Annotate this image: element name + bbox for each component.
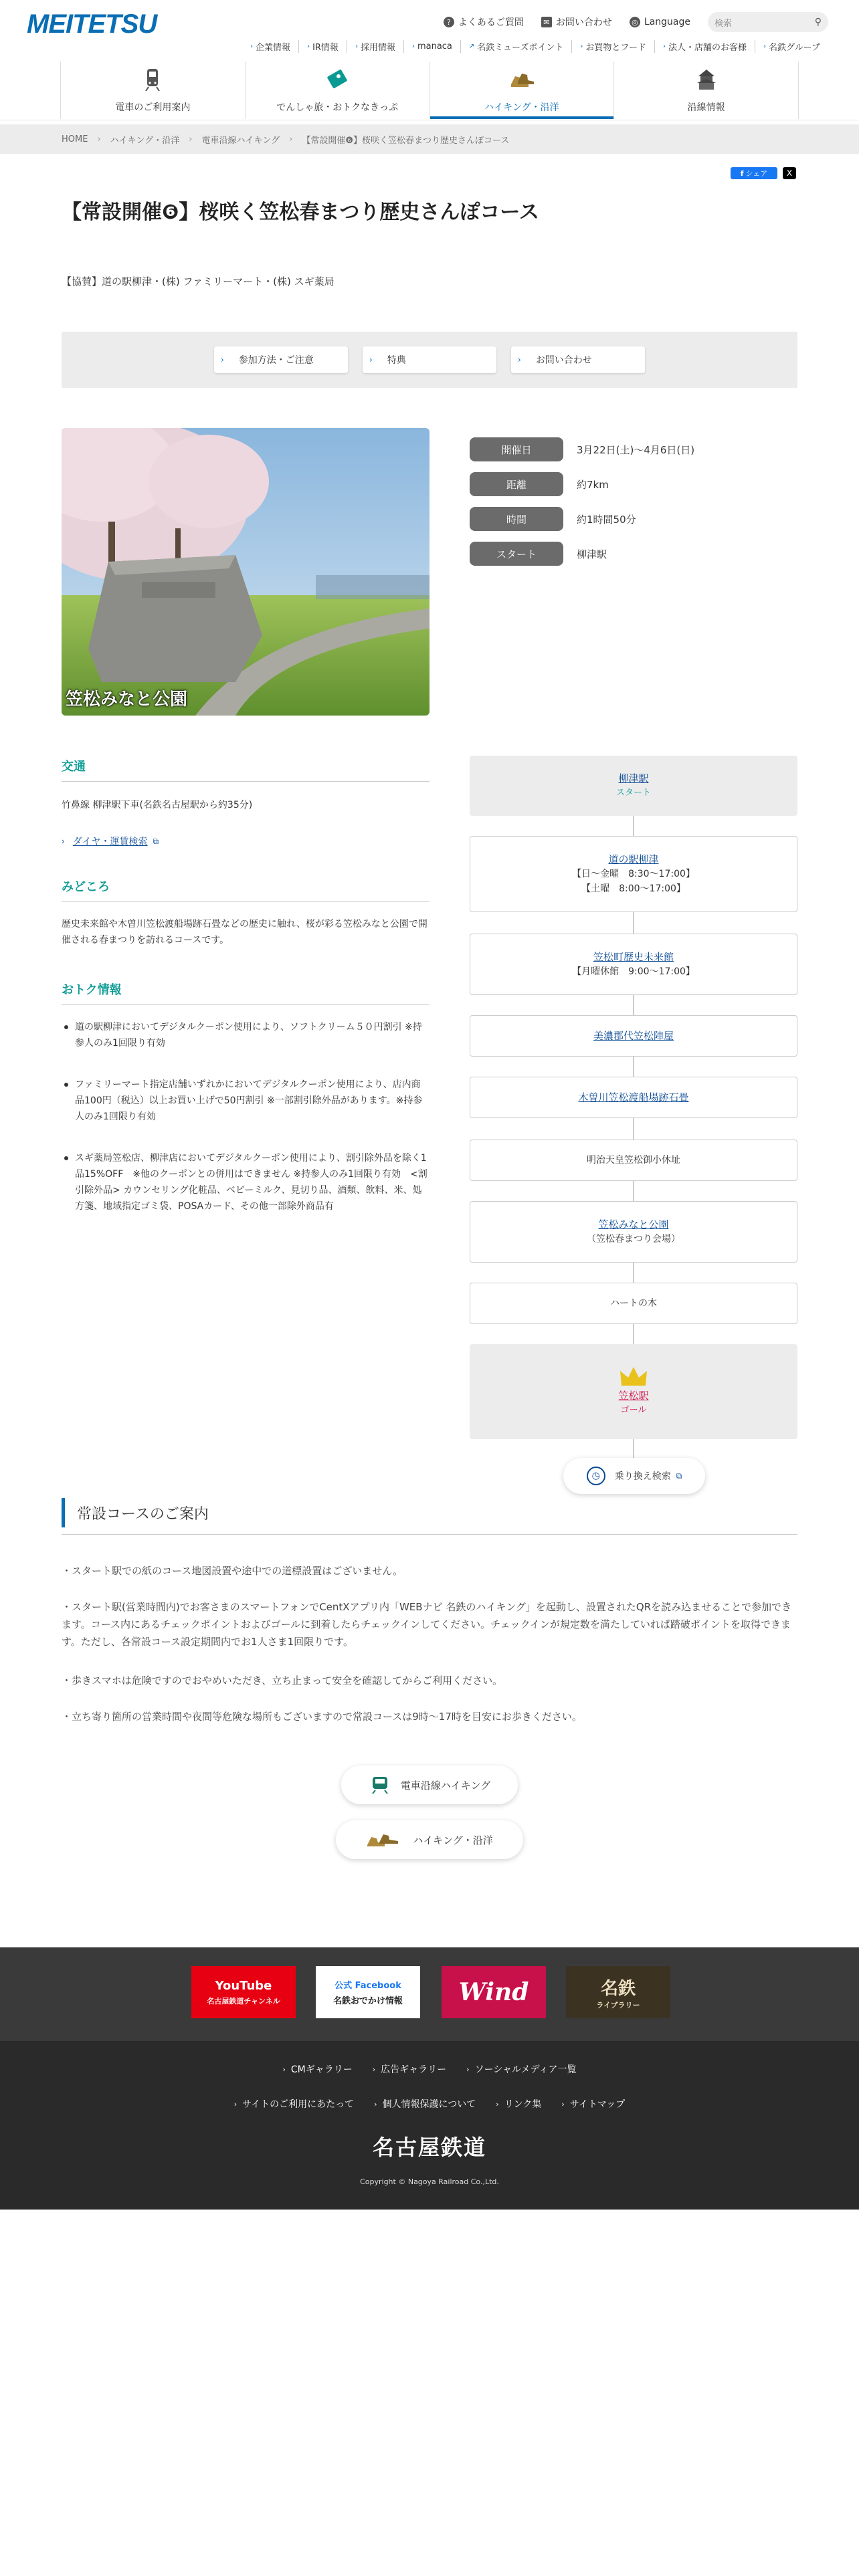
external-link-icon: ⧉ <box>676 1471 682 1481</box>
info-row-time: 時間 約1時間50分 <box>470 507 694 531</box>
share-buttons <box>731 167 796 179</box>
park-photo-image <box>62 428 430 716</box>
footer-links-row <box>0 2097 859 2111</box>
anchor-nav <box>62 332 797 388</box>
external-link-icon: ↗ <box>468 43 475 50</box>
train-hiking-button[interactable]: 電車沿線ハイキング <box>341 1765 518 1804</box>
footer-link[interactable]: › 個人情報保護について <box>374 2099 476 2110</box>
route-start: 柳津駅 スタート <box>470 756 797 816</box>
route-stop: 笠松町歴史未来館 【月曜休館 9:00〜17:00】 <box>470 934 797 995</box>
access-text: 竹鼻線 柳津駅下車(名鉄名古屋駅から約35分) <box>62 800 253 811</box>
x-share-button[interactable] <box>783 167 796 179</box>
subnav-item[interactable]: › 企業情報 <box>250 43 291 53</box>
utility-nav <box>426 12 828 32</box>
footer-link[interactable]: › ソーシャルメディア一覧 <box>466 2064 577 2075</box>
chevron-right-icon: › <box>233 2099 237 2109</box>
chevron-right-icon: › <box>374 2099 377 2109</box>
copyright: Copyright © Nagoya Railroad Co.,Ltd. <box>360 2177 499 2186</box>
regular-course-paragraph: ・スタート駅での紙のコース地図設置や途中での道標設置はございません。 <box>62 1565 403 1577</box>
external-link-icon: ⧉ <box>153 836 159 846</box>
route-stop: 明治天皇笠松御小休址 <box>470 1140 797 1181</box>
highlights-heading: みどころ <box>62 877 430 902</box>
chevron-right-icon: › <box>289 134 293 144</box>
breadcrumb-train-hiking[interactable]: 電車沿線ハイキング <box>201 135 280 146</box>
youtube-banner[interactable]: YouTube 名古屋鉄道チャンネル <box>191 1966 296 2018</box>
chevron-right-icon: › <box>763 43 767 50</box>
info-row-date: 開催日 3月22日(土)〜4月6日(日) <box>470 437 694 461</box>
chevron-right-icon: › <box>189 134 193 144</box>
contact-link[interactable]: ✉ お問い合わせ <box>541 15 612 29</box>
facebook-icon: f <box>740 169 744 178</box>
info-row-start: スタート 柳津駅 <box>470 542 694 566</box>
route-stop: 道の駅柳津 【日〜金曜 8:30〜17:00】 【土曜 8:00〜17:00】 <box>470 836 797 912</box>
chevron-right-icon: › <box>411 43 415 50</box>
deal-item: ファミリーマート指定店舗いずれかにおいてデジタルクーポン使用により、店内商品100円（税込）以上お買い上げで50円割引 ※一部割引除外品があります。※持参人のみ1回限り有効 <box>62 1077 430 1125</box>
train-hiking-icon <box>369 1776 391 1794</box>
main-nav <box>60 62 799 119</box>
subnav-item[interactable]: › 採用情報 <box>347 40 403 53</box>
chevron-right-icon: › <box>369 355 373 364</box>
deal-item: スギ薬局笠松店、柳津店においてデジタルクーポン使用により、割引除外品を除く1品15%OFF ※他のクーポンとの併用はできません ※持参人のみ1回限り有効 <割引除外品> カウンセリング化粧品、ベビーミルク、見切り品、酒類、飲料、米、処方箋、地域指定ゴミ袋、POSAカード、その他一部除外商品有 <box>62 1150 430 1214</box>
meitetsu-logo[interactable]: MEITETSU <box>27 9 157 39</box>
route-stop: 笠松みなと公園 （笠松春まつり会場） <box>470 1201 797 1263</box>
subnav-item[interactable]: › 名鉄グループ <box>755 40 828 53</box>
footer-links-row <box>0 2062 859 2076</box>
x-icon: X <box>786 169 793 178</box>
site-header <box>0 0 859 120</box>
course-info <box>470 437 694 576</box>
mainnav-hiking[interactable]: ハイキング・沿洋 <box>430 62 614 119</box>
chevron-right-icon: › <box>518 355 521 364</box>
anchor-participation[interactable]: › 参加方法・ご注意 <box>214 346 348 373</box>
timetable-fare-link[interactable]: › ダイヤ・運賃検索 ⧉ <box>62 836 159 847</box>
regular-course-paragraph: ・歩きスマホは危険ですのでおやめいただき、立ち止まって安全を確認してからご利用ください。 <box>62 1675 503 1687</box>
chevron-right-icon: › <box>466 2064 470 2074</box>
chevron-right-icon: › <box>355 43 358 50</box>
search-icon[interactable]: ⚲ <box>814 17 822 27</box>
train-icon <box>139 67 166 92</box>
footer-brand: 名古屋鉄道 <box>372 2135 486 2160</box>
subnav-item[interactable]: ↗ 名鉄ミューズポイント <box>460 40 571 53</box>
breadcrumb-home[interactable]: HOME <box>62 134 88 144</box>
facebook-banner[interactable]: 公式 Facebook 名鉄おでかけ情報 <box>316 1966 420 2018</box>
library-banner[interactable]: 名鉄 ライブラリー <box>566 1966 670 2018</box>
page-title: 【常設開催❻】桜咲く笠松春まつり歴史さんぽコース <box>62 201 539 224</box>
ticket-icon <box>324 67 351 92</box>
deal-item: 道の駅柳津においてデジタルクーポン使用により、ソフトクリーム５０円割引 ※持参人のみ1回限り有効 <box>62 1019 430 1051</box>
stop-link[interactable]: 笠松町歴史未来館 <box>593 951 674 963</box>
globe-icon: ◎ <box>630 17 640 27</box>
footer-banners <box>0 1947 859 2041</box>
regular-course-paragraph: ・立ち寄り箇所の営業時間や夜間等危険な場所もございますので常設コースは9時〜17時を目安にお歩きください。 <box>62 1711 582 1723</box>
highlights-text: 歴史未来館や木曽川笠松渡船場跡石畳などの歴史に触れ、桜が彩る笠松みなと公園で開催される春まつりを訪れるコースです。 <box>62 919 427 946</box>
question-icon: ? <box>444 17 454 27</box>
chevron-right-icon: › <box>250 43 254 50</box>
course-photo <box>62 428 430 716</box>
stop-link[interactable]: 美濃郡代笠松陣屋 <box>593 1030 674 1042</box>
station-link[interactable]: 笠松駅 <box>618 1390 649 1402</box>
crown-icon <box>619 1366 648 1388</box>
mail-icon: ✉ <box>541 17 552 27</box>
search-input[interactable]: 検索 ⚲ <box>708 12 828 32</box>
stop-link[interactable]: 道の駅柳津 <box>608 853 659 865</box>
anchor-contact[interactable]: › お問い合わせ <box>511 346 645 373</box>
breadcrumb <box>0 124 859 154</box>
facebook-icon: 公式 Facebook <box>335 1981 401 1991</box>
subnav-item[interactable]: › IR情報 <box>298 40 347 53</box>
route-stop <box>470 1015 797 1057</box>
subnav-item[interactable]: › お買物とフード <box>571 40 654 53</box>
station-link[interactable]: 柳津駅 <box>618 772 649 784</box>
anchor-benefits[interactable]: › 特典 <box>363 346 496 373</box>
route-goal: 笠松駅 ゴール <box>470 1344 797 1439</box>
chevron-right-icon: › <box>580 43 583 50</box>
divider <box>62 1534 797 1535</box>
boots-icon <box>366 1830 403 1849</box>
footer-link[interactable]: › サイトマップ <box>561 2099 626 2110</box>
mainnav-area-info[interactable]: 沿線情報 <box>613 62 799 119</box>
faq-link[interactable]: ? よくあるご質問 <box>444 15 524 29</box>
subnav-item[interactable]: › manaca <box>403 40 460 53</box>
stop-link[interactable]: 木曽川笠松渡船場跡石畳 <box>578 1091 689 1103</box>
stop-link[interactable]: 笠松みなと公園 <box>598 1218 669 1230</box>
chevron-right-icon: › <box>496 2099 499 2109</box>
breadcrumb-hiking[interactable]: ハイキング・沿洋 <box>110 135 180 146</box>
chevron-right-icon: › <box>62 837 65 846</box>
chevron-right-icon: › <box>282 2064 286 2074</box>
chevron-right-icon: › <box>561 2099 565 2109</box>
footer-link[interactable]: › CMギャラリー <box>282 2064 353 2075</box>
clock-icon: ◷ <box>587 1467 605 1485</box>
regular-course-heading: 常設コースのご案内 <box>62 1498 797 1527</box>
transfer-search-button[interactable]: ◷ 乗り換え検索 ⧉ <box>563 1458 705 1494</box>
mainnav-trip-tickets[interactable]: でんしゃ旅・おトクなきっぷ <box>245 62 430 119</box>
sub-nav <box>242 40 828 53</box>
chevron-right-icon: › <box>221 355 224 364</box>
info-row-distance: 距離 約7km <box>470 472 694 496</box>
footer-link[interactable]: › サイトのご利用にあたって <box>233 2099 355 2110</box>
facebook-share-button[interactable]: f シェア <box>731 167 777 179</box>
footer-link[interactable]: › リンク集 <box>496 2099 542 2110</box>
access-heading: 交通 <box>62 757 430 782</box>
wind-banner[interactable]: Wind <box>442 1966 546 2018</box>
regular-course-paragraph: ・スタート駅(営業時間内)でお客さまのスマートフォンでCentXアプリ内「WEBナビ 名鉄のハイキング」を起動し、設置されたQRを読み込ませることで参加できます。コース内にあるチェックポイントおよびゴールに到着したらチェックインしてください。チェックインが規定数を満たしていれば踏破ポイントを取得できます。ただし、各常設コース設定期間内でお1人さま1回限りです。 <box>62 1601 792 1648</box>
language-link[interactable]: ◎ Language <box>630 17 690 27</box>
breadcrumb-current: 【常設開催❻】桜咲く笠松春まつり歴史さんぽコース <box>302 135 510 146</box>
mainnav-train-guide[interactable]: 電車のご利用案内 <box>60 62 245 119</box>
youtube-icon: YouTube <box>215 1978 272 1993</box>
chevron-right-icon: › <box>663 43 666 50</box>
chevron-right-icon: › <box>97 134 101 144</box>
chevron-right-icon: › <box>372 2064 376 2074</box>
footer-link[interactable]: › 広告ギャラリー <box>372 2064 447 2075</box>
deals-heading: おトク情報 <box>62 980 430 1005</box>
castle-icon <box>693 67 720 92</box>
subnav-item[interactable]: › 法人・店舗のお客様 <box>654 40 755 53</box>
route-stop: ハートの木 <box>470 1283 797 1324</box>
sponsor-text: 【協賛】道の駅柳津・(株) ファミリーマート・(株) スギ薬局 <box>62 276 335 288</box>
boots-icon <box>508 67 535 92</box>
chevron-right-icon: › <box>307 43 310 50</box>
photo-caption: 笠松みなと公園 <box>66 689 188 710</box>
route-stop <box>470 1077 797 1118</box>
hiking-button[interactable]: ハイキング・沿洋 <box>336 1820 523 1859</box>
